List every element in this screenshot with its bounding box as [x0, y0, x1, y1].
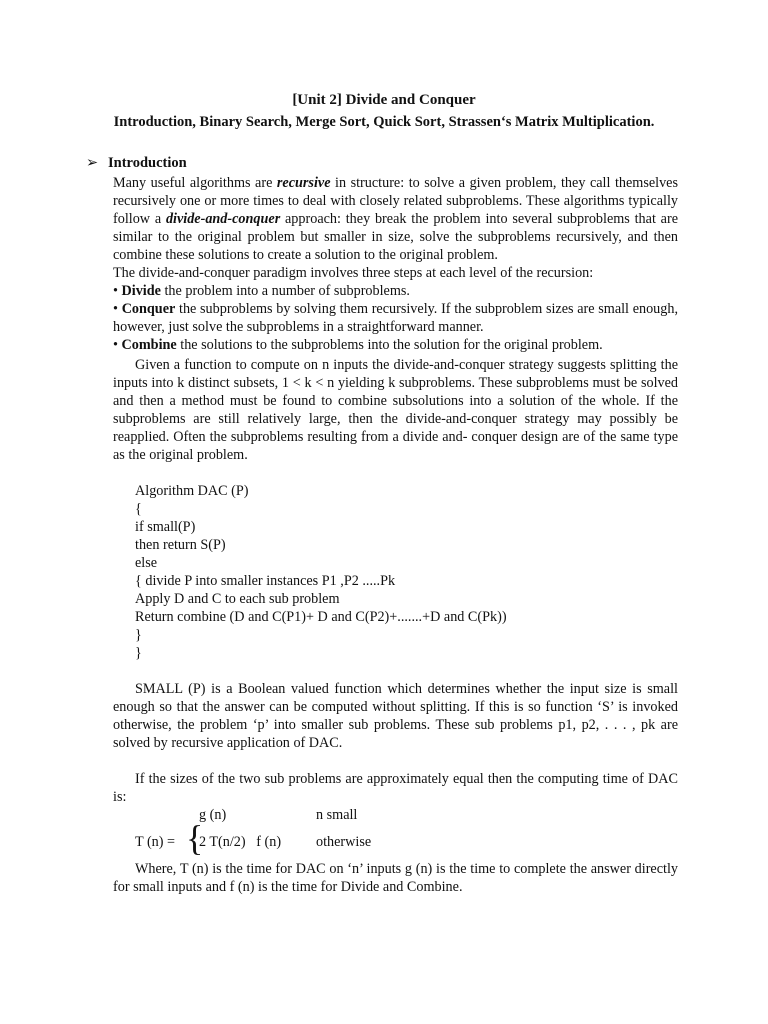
spacer: [113, 752, 678, 770]
step-conquer: [113, 300, 678, 336]
code-line: Algorithm DAC (P): [135, 483, 249, 499]
paradigm-paragraph: The divide-and-conquer paradigm involves three steps at each level of the recursion:: [113, 265, 594, 281]
intro-text-1: Many useful algorithms are: [113, 175, 277, 191]
case2-condition: otherwise: [316, 834, 372, 850]
time-paragraph: If the sizes of the two sub problems are approximately equal then the computing time of DAC is:: [113, 771, 678, 805]
intro-text-3: approach: they break the problem into several subproblems that are similar to the original problem but smaller in size, solve the subproblems recursively, and then combine these solutions to create a solution to the original problem.: [113, 211, 678, 263]
case1-condition: n small: [316, 807, 358, 823]
term-recursive: recursive: [276, 175, 331, 191]
step-text: the problem into a number of subproblems.: [160, 283, 410, 299]
section-heading: [86, 155, 187, 172]
code-line: if small(P): [135, 519, 196, 535]
step-term: Conquer: [121, 301, 176, 317]
step-combine: [113, 336, 678, 354]
step-term: Combine: [121, 337, 177, 353]
step-text: the subproblems by solving them recursively. If the subproblem sizes are small enough, however, just solve the subproblems in a straightforward manner.: [113, 301, 679, 335]
small-paragraph: SMALL (P) is a Boolean valued function which determines whether the input size is small enough so that the answer can be computed without splitting. If this is so function ‘S’ is invoked otherwise, the problem ‘p’ into smaller sub problems. These sub problems p1, p2, . . . , pk are solved by recursive application of DAC.: [113, 681, 678, 751]
document-body: [113, 174, 678, 896]
intro-text-2: in structure: to solve a given problem, they call themselves recursively one or more times to deal with closely related subproblems. These algorithms typically follow a: [113, 175, 678, 227]
code-line: }: [135, 645, 142, 661]
brace-symbol: {: [186, 818, 204, 858]
strategy-paragraph: Given a function to compute on n inputs the divide-and-conquer strategy suggests splitting the inputs into k distinct subsets, 1 < k < n yielding k subproblems. These subproblems must be solved and then a method must be found to combine subsolutions into a solution of the whole. If the subproblems are still relatively large, then the divide-and-conquer strategy may possibly be reapplied. Often the subproblems resulting from a divide and- conquer design are of the same type as the original problem.: [113, 357, 678, 463]
case1-expression: g (n): [199, 807, 227, 823]
intro-paragraph: [113, 174, 678, 264]
case2-expression: 2 T(n/2) f (n): [199, 834, 282, 850]
step-term: Divide: [121, 283, 161, 299]
step-divide: [113, 282, 678, 300]
code-line: Return combine (D and C(P1)+ D and C(P2)+.......+D and C(Pk)): [135, 609, 507, 625]
bullet: •: [113, 337, 122, 353]
code-line: else: [135, 555, 158, 571]
spacer: [113, 464, 678, 482]
arrow-bullet-icon: ➢: [86, 155, 99, 171]
page-title: [Unit 2] Divide and Conquer: [292, 92, 476, 108]
recurrence-equation: [113, 806, 678, 860]
bullet: •: [113, 301, 122, 317]
code-line: { divide P into smaller instances P1 ,P2 .....Pk: [135, 573, 396, 589]
term-divide-and-conquer: divide-and-conquer: [165, 211, 281, 227]
where-paragraph: Where, T (n) is the time for DAC on ‘n’ inputs g (n) is the time to complete the answer directly for small inputs and f (n) is the time for Divide and Combine.: [113, 861, 678, 895]
page-subtitle: Introduction, Binary Search, Merge Sort, Quick Sort, Strassen‘s Matrix Multiplication.: [113, 114, 655, 130]
spacer: [113, 662, 678, 680]
equation-lhs: T (n) =: [135, 834, 176, 850]
code-line: Apply D and C to each sub problem: [135, 591, 340, 607]
code-line: {: [135, 501, 142, 517]
code-line: }: [135, 627, 142, 643]
bullet: •: [113, 283, 122, 299]
algorithm-listing: [113, 482, 678, 662]
step-text: the solutions to the subproblems into the solution for the original problem.: [176, 337, 603, 353]
code-line: then return S(P): [135, 537, 226, 553]
section-heading-text: Introduction: [108, 155, 187, 171]
